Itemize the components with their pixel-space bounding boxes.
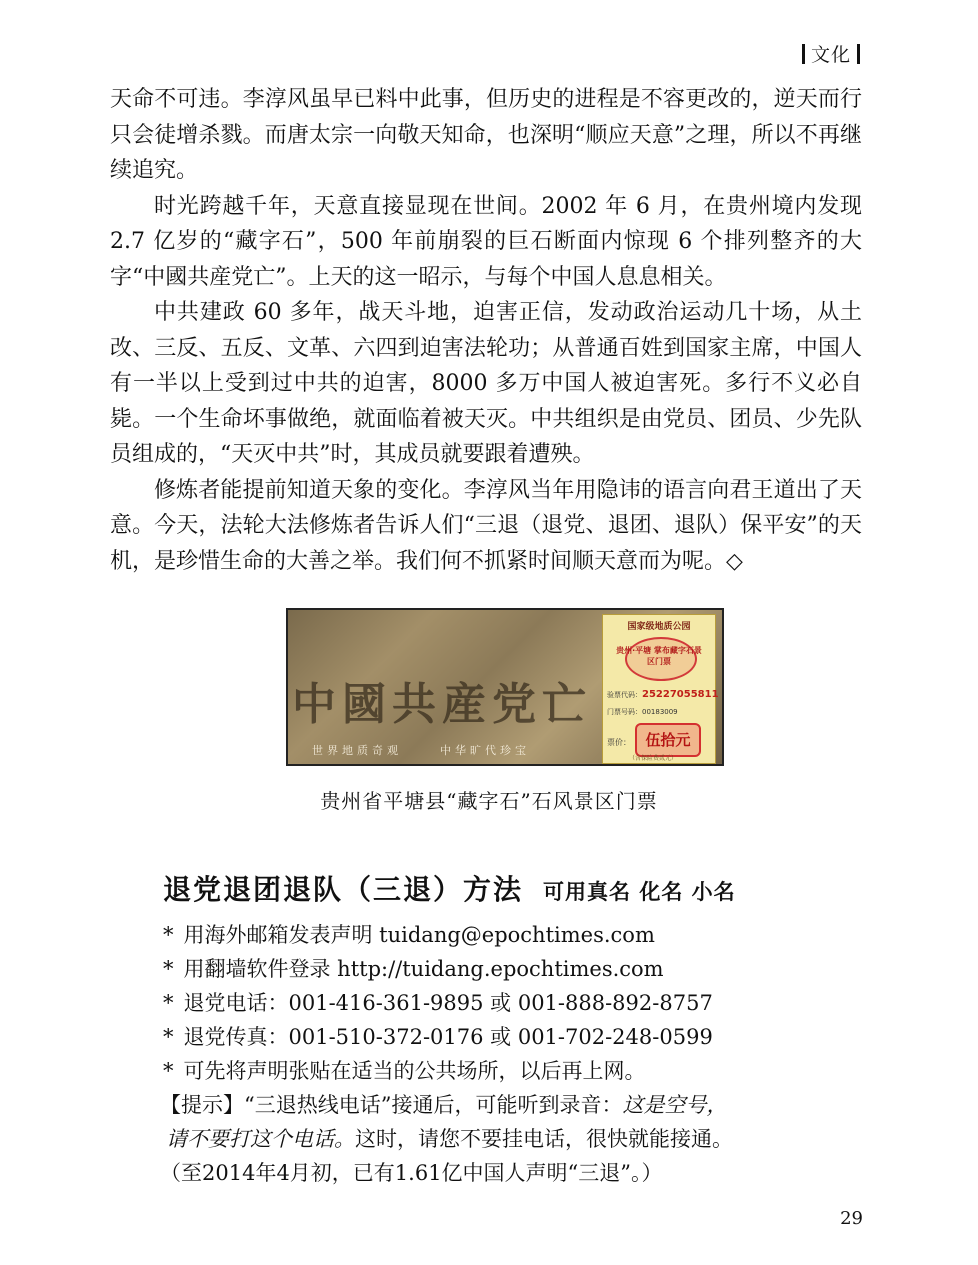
section-tag — [796, 40, 866, 67]
ticket-serial — [607, 689, 719, 700]
page-number: 29 — [840, 1208, 863, 1229]
stone-inscription: 中國共産党亡 — [292, 679, 592, 730]
santui-statistic: （至2014年4月初，已有1.61亿中国人声明“三退”。） — [160, 1161, 663, 1185]
article-paragraph-1: 天命不可违。李淳风虽早已料中此事，但历史的进程是不容更改的，逆天而行只会徒增杀戮。而唐太宗一向敬天知命，也深明“顺应天意”之理，所以不再继续追究。 — [110, 87, 862, 183]
stone-photo — [286, 608, 724, 766]
method-item — [163, 986, 863, 1020]
ticket-serial-label: 验票代码： — [607, 691, 642, 699]
method-item — [163, 1020, 863, 1054]
article-paragraph-4: 修炼者能提前知道天象的变化。李淳风当年用隐讳的语言向君王道出了天意。今天，法轮大法修炼者告诉人们“三退（退党、退团、退队）保平安”的天机，是珍惜生命的大善之举。我们何不抓紧时间顺天意而为呢。◇ — [110, 477, 862, 574]
hotline-tip — [160, 1088, 863, 1156]
stone-caption-left: 世界地质奇观 — [312, 744, 402, 757]
asterisk-icon: * — [163, 957, 174, 981]
article-paragraph-2: 时光跨越千年，天意直接显现在世间。2002 年 6 月，在贵州境内发现 2.7 亿岁的“藏字石”，500 年前崩裂的巨石断面内惊现 6 个排列整齐的大字“中國共産党亡”。上天的这一昭示，与每个中国人息息相关。 — [110, 193, 862, 290]
methods-title: 退党退团退队（三退）方法 — [163, 873, 524, 906]
ticket-price-stamp: 伍拾元 — [635, 723, 701, 757]
ticket-title: 国家级地质公园 — [627, 622, 691, 632]
ticket-seal-text: 贵州·平塘 掌布藏字石景区门票 — [616, 646, 702, 666]
asterisk-icon: * — [163, 1025, 174, 1049]
method-item — [163, 918, 863, 952]
divider-left — [802, 44, 805, 64]
section-label: 文化 — [810, 44, 851, 66]
tip-prefix: 【提示】“三退热线电话”接通后，可能听到录音： — [160, 1093, 623, 1117]
asterisk-icon: * — [163, 991, 174, 1015]
stone-photo-caption — [312, 742, 568, 758]
ticket-price-label: 票价： — [607, 738, 631, 747]
article-paragraph-3: 中共建政 60 多年，战天斗地，迫害正信，发动政治运动几十场，从土改、三反、五反、文革、六四到迫害法轮功；从普通百姓到国家主席，中国人有一半以上受到过中共的迫害，8000 多万中国人被迫害死。多行不义必自毙。一个生命坏事做绝，就面临着被天灭。中共组织是由党员、团员、少先队员组成的，“天灭中共”时，其成员就要跟着遭殃。 — [110, 300, 862, 467]
asterisk-icon: * — [163, 1059, 174, 1083]
asterisk-icon: * — [163, 923, 174, 947]
tip-suffix: 这时，请您不要挂电话，很快就能接通。 — [355, 1127, 733, 1151]
tip-recording-1: 这是空号， — [622, 1093, 728, 1117]
ticket-note: （含保险费贰元） — [629, 755, 678, 762]
ticket-number-value: 00183009 — [642, 708, 678, 716]
stone-caption-right: 中华旷代珍宝 — [440, 744, 530, 757]
methods-heading — [163, 868, 863, 908]
method-item — [163, 1054, 863, 1088]
method-item — [163, 952, 863, 986]
ticket-serial-value: 25227055811 — [642, 689, 719, 700]
method-item-text: 用翻墙软件登录 http://tuidang.epochtimes.com — [183, 957, 664, 981]
method-item-text: 退党电话：001-416-361-9895 或 001-888-892-8757 — [183, 991, 713, 1015]
method-item-text: 可先将声明张贴在适当的公共场所，以后再上网。 — [183, 1059, 646, 1083]
method-item-text: 用海外邮箱发表声明 tuidang@epochtimes.com — [183, 923, 655, 947]
article-body — [110, 82, 862, 579]
method-item-text: 退党传真：001-510-372-0176 或 001-702-248-0599 — [183, 1025, 713, 1049]
ticket-number-label: 门票号码： — [607, 708, 642, 716]
divider-right — [857, 44, 860, 64]
figure-caption: 贵州省平塘县“藏字石”石风景区门票 — [320, 789, 658, 813]
tip-recording-2: 请不要打这个电话。 — [166, 1127, 355, 1151]
santui-methods-box — [160, 868, 863, 1190]
ticket-number — [607, 707, 678, 717]
methods-subtitle: 可用真名 化名 小名 — [543, 879, 736, 904]
entrance-ticket — [602, 614, 719, 764]
